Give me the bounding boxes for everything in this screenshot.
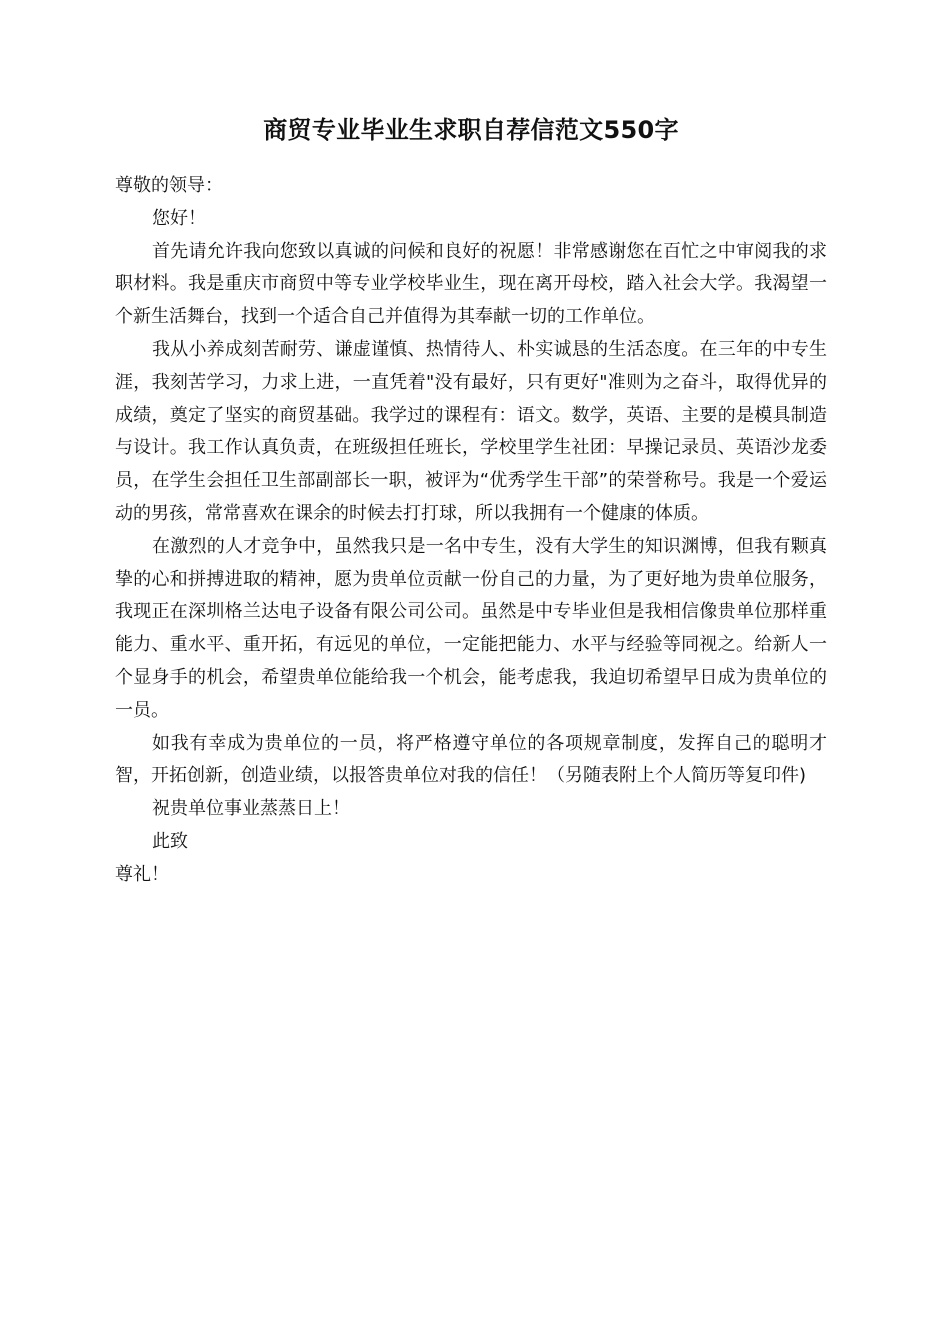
salutation: 尊敬的领导： [115, 175, 223, 196]
body-paragraph-commitment: 如我有幸成为贵单位的一员，将严格遵守单位的各项规章制度，发挥自己的聪明才智，开拓创新，创造业绩，以报答贵单位对我的信任！（另随表附上个人简历等复印件) [115, 732, 827, 787]
body-paragraph-background: 我从小养成刻苦耐劳、谦虚谨慎、热情待人、朴实诚恳的生活态度。在三年的中专生涯，我刻苦学习，力求上进，一直凭着"没有最好，只有更好"准则为之奋斗，取得优异的成绩，奠定了坚实的商贸基础。我学过的课程有：语文。数学，英语、主要的是模具制造与设计。我工作认真负责，在班级担任班长，学校里学生社团：早操记录员、英语沙龙委员，在学生会担任卫生部副部长一职，被评为“优秀学生干部”的荣誉称号。我是一个爱运动的男孩，常常喜欢在课余的时候去打打球，所以我拥有一个健康的体质。 [115, 338, 827, 524]
closing: 此致 [152, 830, 188, 852]
document-page [115, 112, 827, 892]
document-title: 商贸专业毕业生求职自荐信范文550字 [263, 116, 679, 144]
body-paragraph-intro: 首先请允许我向您致以真诚的问候和良好的祝愿！非常感谢您在百忙之中审阅我的求职材料。我是重庆市商贸中等专业学校毕业生，现在离开母校，踏入社会大学。我渴望一个新生活舞台，找到一个适合自己并值得为其奉献一切的工作单位。 [115, 240, 827, 328]
body-paragraph-motivation: 在激烈的人才竞争中，虽然我只是一名中专生，没有大学生的知识渊博，但我有颗真挚的心和拼搏进取的精神，愿为贵单位贡献一份自己的力量，为了更好地为贵单位服务，我现正在深圳格兰达电子设备有限公司公司。虽然是中专毕业但是我相信像贵单位那样重能力、重水平、重开拓，有远见的单位，一定能把能力、水平与经验等同视之。给新人一个显身手的机会，希望贵单位能给我一个机会，能考虑我，我迫切希望早日成为贵单位的一员。 [115, 535, 827, 721]
greeting: 您好！ [152, 207, 206, 229]
regards: 尊礼！ [115, 863, 169, 885]
closing-wish: 祝贵单位事业蒸蒸日上！ [152, 798, 350, 820]
